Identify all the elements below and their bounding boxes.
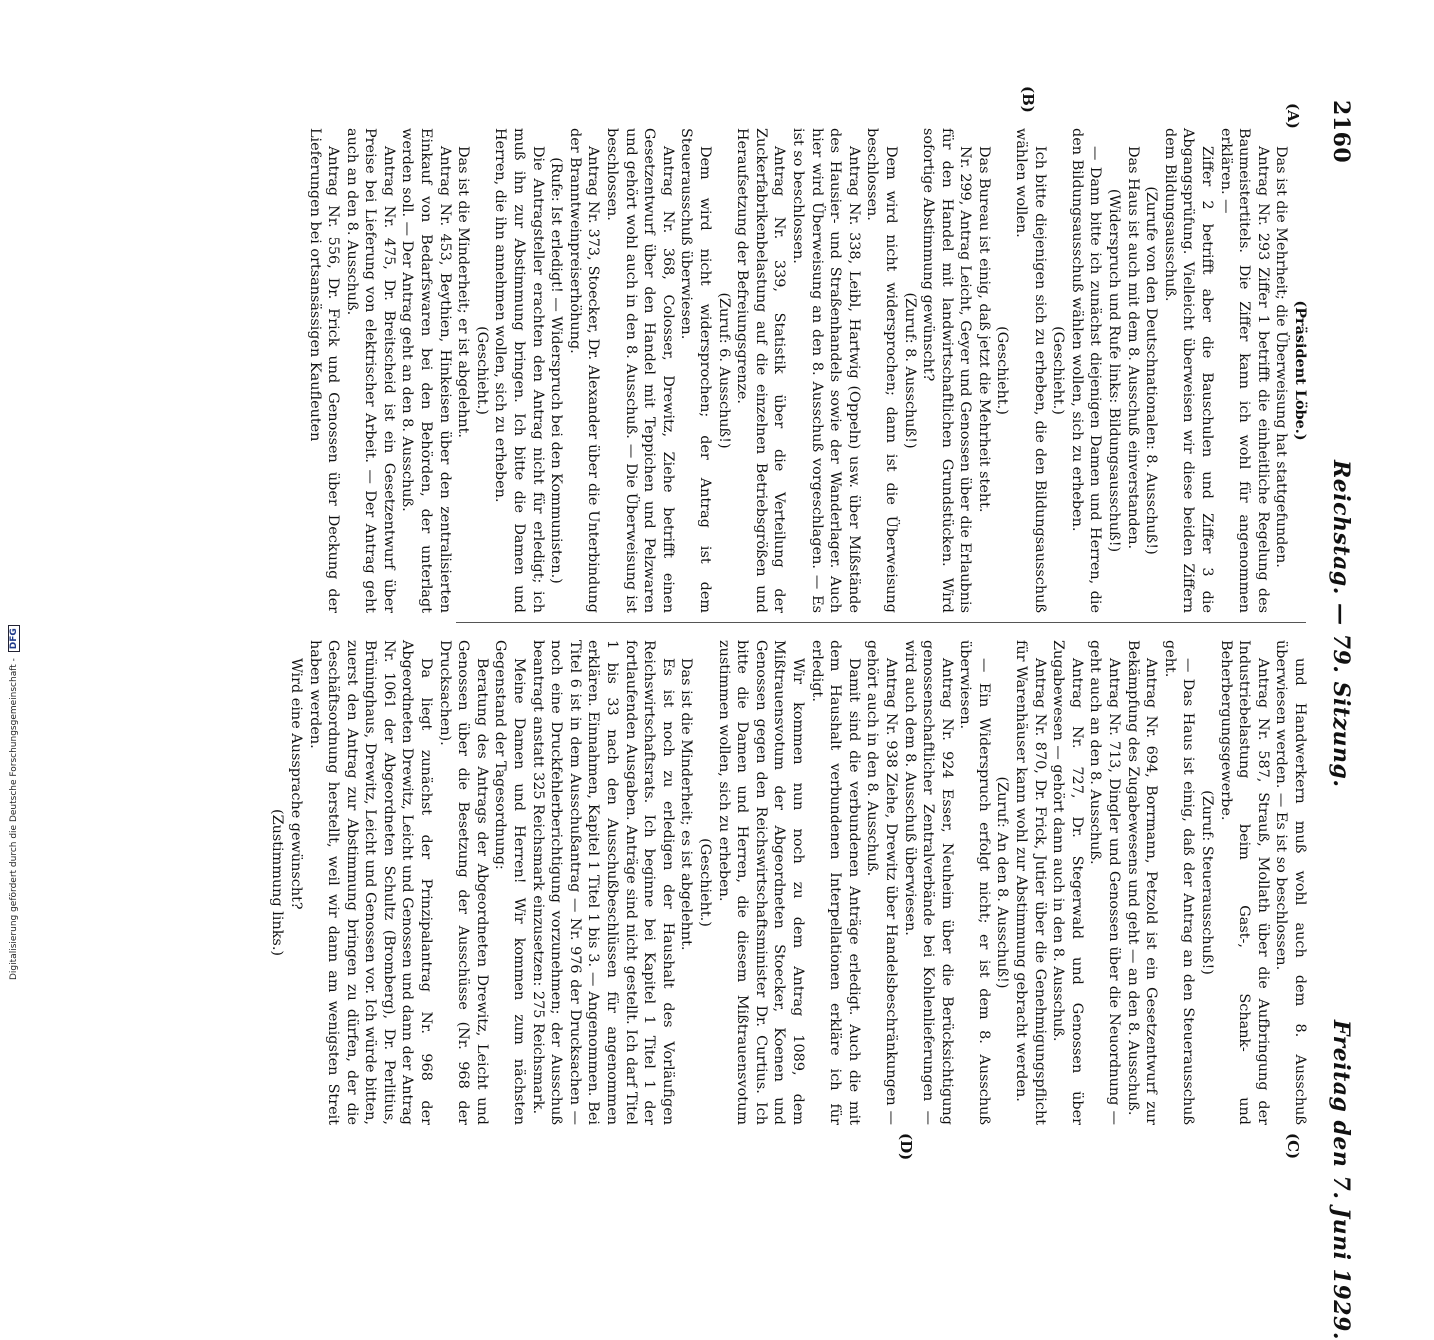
paragraph: (Präsident Löbe.) <box>1292 300 1309 441</box>
left-column <box>305 128 1309 613</box>
page-date: Freitag den 7. Juni 1929. <box>1328 1019 1354 1340</box>
paragraph: Das ist die Mehrheit; die Überweisung hat stattgefunden. <box>1273 146 1290 568</box>
dfg-logo: DFG <box>8 625 20 652</box>
paragraph: Antrag Nr. 587, Strauß, Mollath über die Aufbringung der Industriebelastung beim Gast-, Schank- und Beherbergungsgewerbe. <box>1217 640 1271 1125</box>
paragraph: — Dann bitte ich zunächst diejenigen Damen und Herren, die den Bildungsausschuß wählen wollen, sich zu erheben. <box>1068 128 1104 613</box>
paragraph: (Geschieht.) <box>473 326 490 415</box>
margin-mark-d: (D) <box>897 1133 915 1161</box>
paragraph: Antrag Nr. 713, Dingler und Genossen über die Neuordnung — geht auch an den 8. Ausschuß. <box>1087 640 1123 1125</box>
paragraph: (Zuruf: 6. Ausschuß!) <box>715 292 732 449</box>
paragraph: Meine Damen und Herren! Wir kommen zum nächsten Gegenstand der Tagesordnung: <box>492 640 528 1125</box>
paragraph: Dem wird nicht widersprochen; dann ist die Überweisung beschlossen. <box>864 128 899 613</box>
paragraph: Antrag Nr. 373, Stoecker, Dr. Alexander über die Unterbindung der Branntweinpreiserhöhung. <box>566 128 602 613</box>
paragraph: (Geschieht.) <box>994 326 1011 415</box>
paragraph: Antrag Nr. 870, Dr. Frick, Jutier über die Genehmigungspflicht für Warenhäuser kann wohl zur Abstimmung gebracht werden. <box>1013 640 1048 1125</box>
paragraph: Das ist die Minderheit; es ist abgelehnt. <box>678 658 695 951</box>
paragraph: Antrag Nr. 475, Dr. Breitscheid ist ein Gesetzentwurf über Preise bei Lieferung von elektrischer Arbeit. — Der Antrag geht auch an den 8. Ausschuß. <box>343 128 397 613</box>
paragraph: Antrag Nr. 694, Borrmann, Petzold ist ein Gesetzentwurf zur Bekämpfung des Zugabewesens und geht — an den 8. Ausschuß. <box>1124 640 1160 1125</box>
paragraph: (Rufe: Ist erledigt! — Widerspruch bei den Kommunisten.) <box>548 157 565 584</box>
paragraph: Wird eine Aussprache gewünscht? <box>287 658 304 910</box>
paragraph: Antrag Nr. 938 Ziehe, Drewitz über Handelsbeschränkungen — gehört auch in den 8. Ausschuß. <box>864 640 899 1125</box>
paragraph: Beratung des Antrags der Abgeordneten Drewitz, Leicht und Genossen über die Besetzung der Ausschüsse (Nr. 968 der Drucksachen). <box>436 640 490 1125</box>
paragraph: Wir kommen nun noch zu dem Antrag 1089, dem Mißtrauensvotum der Abgeordneten Stoecker, Koenen und Genossen gegen den Reichswirtschaftsminister Dr. Curtius. Ich bitte die Damen und Herren, die diesem Mißtrauensvotum zustimmen wollen, sich zu erheben. <box>715 640 806 1125</box>
page-number: 2160 <box>1328 100 1354 164</box>
paragraph: Damit sind die verbundenen Anträge erledigt. Auch die mit dem Haushalt verbundenen Interpellationen erkläre ich für erledigt. <box>808 640 862 1125</box>
paragraph: Ich bitte diejenigen sich zu erheben, die den Bildungsausschuß wählen wollen. <box>1013 128 1048 613</box>
margin-mark-b: (B) <box>1019 86 1037 113</box>
paragraph: — Das Haus ist einig, daß der Antrag an den Steuerausschuß geht. <box>1161 640 1197 1125</box>
paragraph: Antrag Nr. 293 Ziffer 1 betrifft die einheitliche Regelung des Baumeistertitels. Die Ziffer kann ich wohl für angenommen erklären. — <box>1217 128 1271 613</box>
paragraph: und Handwerkern muß wohl auch dem 8. Ausschuß überwiesen werden. — Es ist so beschlossen. <box>1273 640 1308 1125</box>
paragraph: Antrag Nr. 727, Dr. Stegerwald und Genossen über Zugabewesen — gehört dann auch in den 8. Ausschuß. <box>1050 640 1085 1125</box>
paragraph: (Widerspruch und Rufe links: Bildungsausschuß!) <box>1106 188 1123 553</box>
paragraph: Es ist noch zu erledigen der Haushalt des Vorläufigen Reichswirtschaftsrats. Ich beginne bei Kapitel 1 Titel 1 der fortlaufenden Ausgaben. Anträge sind nicht gestellt. Ich darf Titel 1 bis 33 nach den Ausschußbeschlüssen für angenommen erklären. Einnahmen, Kapitel 1 Titel 1 bis 3. — Angenommen. Bei Titel 6 ist in dem Ausschußantrag — Nr. 976 der Drucksachen — noch eine Druckfehlerberichtigung vorzunehmen; der Ausschuß beantragt anstatt 325 Reichsmark einzusetzen: 275 Reichsmark. <box>529 640 676 1125</box>
margin-mark-c: (C) <box>1284 1133 1302 1160</box>
right-column <box>268 640 1309 1125</box>
paragraph: (Zuruf: An den 8. Ausschuß!) <box>994 776 1011 989</box>
paragraph: Antrag Nr. 339, Statistik über die Verteilung der Zuckerfabrikenbelastung auf die einzelnen Betriebsgrößen und Heraufsetzung der Befreiungsgrenze. <box>734 128 788 613</box>
paragraph: (Zurufe von den Deutschnationalen: 8. Ausschuß!) <box>1143 186 1160 555</box>
paragraph: (Zustimmung links.) <box>269 808 286 957</box>
paragraph: (Geschieht.) <box>697 838 713 927</box>
paragraph: Da liegt zunächst der Prinzipalantrag Nr. 968 der Abgeordneten Drewitz, Leicht und Genossen und dann der Antrag Nr. 1061 der Abgeordneten Schultz (Bromberg), Dr. Perlitius, Brüninghaus, Drewitz, Leicht und Genossen vor. Ich würde bitten, zuerst den Antrag zur Abstimmung bringen zu dürfen, der die Geschäftsordnung herstellt, weil wir dann am wenigsten Streit haben werden. <box>306 640 435 1125</box>
paragraph: Nr. 299, Antrag Leicht, Geyer und Genossen über die Erlaubnis für den Handel mit landwirtschaftlichen Grundstücken. Wird sofortige Abstimmung gewünscht? <box>920 128 974 613</box>
footer-text: Digitalisierung gefördert durch die Deutsche Forschungsgemeinschaft - <box>9 658 19 980</box>
paragraph: Das Haus ist auch mit dem 8. Ausschuß einverstanden. <box>1124 146 1141 550</box>
paragraph: Das ist die Minderheit; er ist abgelehnt. <box>455 146 472 438</box>
paragraph: (Zuruf: 8. Ausschuß!) <box>901 292 918 449</box>
paragraph: Dem wird nicht widersprochen; der Antrag ist dem Steuerausschuß überwiesen. <box>678 128 713 613</box>
paragraph: Antrag Nr. 924 Esser, Neuheim über die Berücksichtigung genossenschaftlicher Zentralverbände bei Kohlenlieferungen — wird auch dem 8. Ausschuß überwiesen. <box>901 640 955 1125</box>
paragraph: Antrag Nr. 453, Beythien, Hinkeisen über den zentralisierten Einkauf von Bedarfswaren bei den Behörden, der unterlagt werden soll. — Der Antrag geht an den 8. Ausschuß. <box>399 128 453 613</box>
margin-mark-a: (A) <box>1284 103 1302 129</box>
paragraph: Ziffer 2 betrifft aber die Bauschulen und Ziffer 3 die Abgangsprüfung. Vielleicht überweisen wir diese beiden Ziffern dem Bildungsausschuß. <box>1161 128 1216 613</box>
column-divider <box>456 622 1306 623</box>
page-title: Reichstag. — 79. Sitzung. <box>1328 460 1354 788</box>
paragraph: (Geschieht.) <box>1050 326 1067 415</box>
paragraph: Die Antragsteller erachten den Antrag nicht für erledigt; ich muß ihn zur Abstimmung bringen. Ich bitte die Damen und Herren, die ihn annehmen wollen, sich zu erheben. <box>492 128 546 613</box>
paragraph: Antrag Nr. 368, Colosser, Drewitz, Ziehe betrifft einen Gesetzentwurf über den Handel mit Teppichen und Pelzwaren und gehört wohl auch in den 8. Ausschuß. — Die Überweisung ist beschlossen. <box>604 128 676 613</box>
paragraph: Antrag Nr. 556, Dr. Frick und Genossen über Deckung der Lieferungen bei ortsansässigen Kaufleuten <box>306 128 342 613</box>
page-header <box>1314 100 1354 1340</box>
paragraph: — Ein Widerspruch erfolgt nicht; er ist dem 8. Ausschuß überwiesen. <box>957 640 992 1125</box>
paragraph: Das Bureau ist einig, daß jetzt die Mehrheit steht. <box>975 146 992 513</box>
paragraph: Antrag Nr. 338, Leibl, Hartwig (Oppeln) usw. über Mißstände des Hausier- und Straßenhandels sowie der Wanderlager. Auch hier wird Überweisung an den 8. Ausschuß vorgeschlagen. — Es ist so beschlossen. <box>789 128 862 613</box>
digitization-footer <box>8 0 28 980</box>
paragraph: (Zuruf: Steuerausschuß!) <box>1199 790 1216 975</box>
